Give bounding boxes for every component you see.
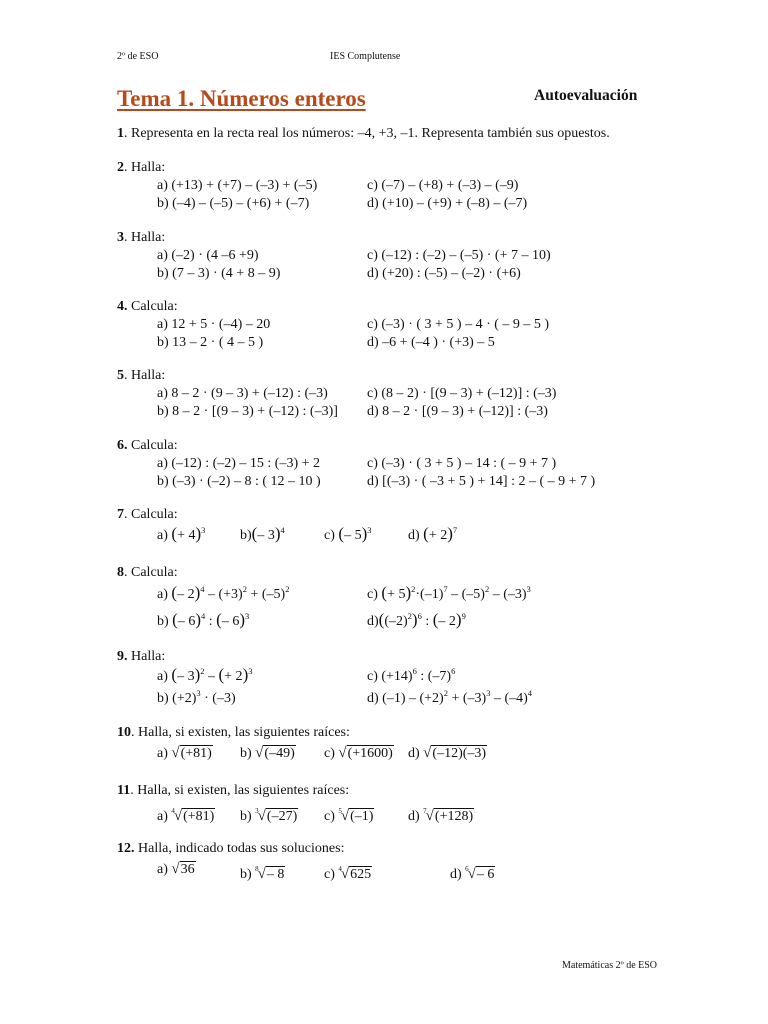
item-a: a) (+13) + (+7) – (–3) + (–5) [157,178,318,193]
item-c: c) $^4$√625 [324,865,372,882]
question-4 [117,298,550,352]
question-3 [117,229,551,283]
question-number: 2 [117,160,124,175]
item-c: c) (–7) – (+8) + (–3) – (–9) [367,178,519,193]
item-b: b) $^3$√(–27) [240,807,298,824]
question-number: 10 [117,725,131,740]
item-c: c) (– 5)$^3$ [324,524,372,543]
item-a: a) 8 – 2 · (9 – 3) + (–12) : (–3) [157,386,328,401]
item-d: d) (+20) : (–5) – (–2) · (+6) [367,266,521,281]
item-a: a) (–12) : (–2) – 15 : (–3) + 2 [157,456,321,471]
item-b: b) 13 – 2 · ( 4 – 5 ) [157,335,264,350]
question-number: 9. [117,649,128,664]
item-b: b) (– 6)$^4$ : (– 6)$^3$ [157,610,250,629]
question-8 [117,564,531,635]
question-number: 1 [117,126,124,141]
item-c: c) $^5$√(–1) [324,807,374,824]
item-c: c) $(+14)^6$ : $(-7)^6$ [367,666,456,684]
question-text: Calcula: [127,299,178,314]
item-b: b) $^8$√– 8 [240,865,285,882]
question-text: . Representa en la recta real los números: –4, +3, –1. Representa también sus opuestos. [124,126,610,141]
question-text: . Halla, si existen, las siguientes raíces: [131,725,350,740]
question-text: . Halla: [124,230,166,245]
question-7 [117,506,458,549]
question-text: . Halla: [124,368,166,383]
item-c: c) (–12) : (–2) – (–5) · (+ 7 – 10) [367,248,551,263]
item-a: a) $^4$√(+81) [157,807,215,824]
item-a: a) (– $2)^4 - (+3)^2 + (-5)^2$ [157,583,290,602]
item-c: c) (–3) · ( 3 + 5 ) – 4 · ( – 9 – 5 ) [367,317,550,332]
item-d: d) √(–12)(–3) [408,745,487,761]
question-text: Halla, indicado todas sus soluciones: [134,841,345,856]
item-a: a) (– 3)$^2$ – (+ 2)$^3$ [157,665,253,684]
question-1 [117,125,610,143]
item-a: a) (+ 4)$^3$ [157,524,206,543]
item-a: a) √36 [157,861,195,877]
header-school: IES Complutense [330,51,401,62]
question-10 [117,724,487,766]
item-b: b) √(–49) [240,745,295,761]
item-c: c) (–3) · ( 3 + 5 ) – 14 : ( – 9 + 7 ) [367,456,557,471]
item-d: $d)((-2)^2)^6$ : (– 2)$^9$ [367,610,466,629]
question-text: . Calcula: [124,507,178,522]
item-d: d) $^7$√(+128) [408,807,474,824]
question-2 [117,159,528,213]
item-d: d) 8 – 2 · [(9 – 3) + (–12)] : (–3) [367,404,548,419]
question-text: Calcula: [127,438,178,453]
page-subtitle: Autoevaluación [534,87,638,104]
item-d: d) $(-1) - (+2)^2 + (-3)^3 - (-4)^4$ [367,688,533,706]
question-number: 11 [117,783,131,798]
item-b: b) (–4) – (–5) – (+6) + (–7) [157,196,310,211]
question-text: . Halla, si existen, las siguientes raíces: [130,783,350,798]
question-number: 5 [117,368,124,383]
item-b: b) (7 – 3) · (4 + 8 – 9) [157,266,281,281]
question-text: . Halla: [124,160,166,175]
footer-text: Matemáticas 2º de ESO [562,960,658,971]
question-9 [117,648,533,708]
item-a: a) √(+81) [157,745,212,761]
item-d: d) [(–3) · ( –3 + 5 ) + 14] : 2 – ( – 9 + 7 ) [367,474,596,489]
item-a: a) (–2) · (4 –6 +9) [157,248,259,263]
item-b: b)(– 3)$^4$ [240,524,285,543]
question-12 [117,840,495,882]
question-number: 3 [117,230,124,245]
question-6 [117,437,596,491]
question-number: 7 [117,507,124,522]
page-title: Tema 1. Números enteros [117,86,366,111]
question-text: . Calcula: [124,565,178,580]
item-d: d) (+ 2)$^7$ [408,524,458,543]
item-d: d) –6 + (–4 ) · (+3) – 5 [367,335,495,350]
item-d: d) (+10) – (+9) + (–8) – (–7) [367,196,528,211]
question-text: Halla: [127,649,166,664]
item-c: c) √(+1600) [324,745,393,761]
item-b: b) 8 – 2 · [(9 – 3) + (–12) : (–3)] [157,404,338,419]
header-course: 2º de ESO [117,51,159,62]
item-c: c) (8 – 2) · [(9 – 3) + (–12)] : (–3) [367,386,557,401]
item-d: d) $^6$√– 6 [450,865,495,882]
item-b: b) $(+2)^3 \cdot (-3)$ [157,688,236,706]
question-number: 12. [117,841,135,856]
question-11 [117,782,474,824]
question-number: 6. [117,438,128,453]
item-b: b) (–3) · (–2) – 8 : ( 12 – 10 ) [157,474,321,489]
question-5 [117,367,557,421]
question-number: 8 [117,565,124,580]
question-number: 4. [117,299,128,314]
item-a: a) 12 + 5 · (–4) – 20 [157,317,271,332]
item-c: c) (+ $5)^2\cdot(-1)^7 - (-5)^2 - (-3)^3$ [367,583,531,602]
